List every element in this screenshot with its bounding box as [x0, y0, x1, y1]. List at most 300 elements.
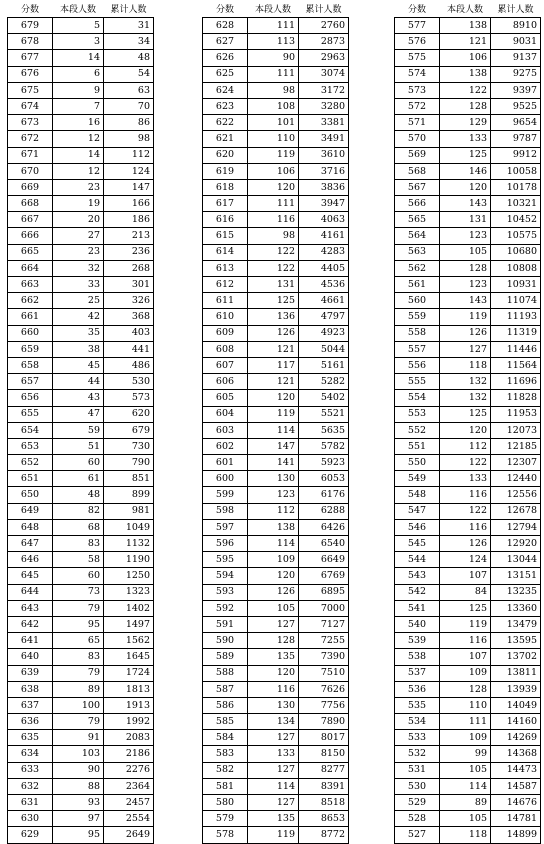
- cumulative-count-cell: 368: [104, 309, 154, 325]
- table-row: [8, 616, 154, 632]
- table-row: [395, 341, 541, 357]
- table-row: [8, 115, 154, 131]
- cumulative-count-cell: 403: [104, 325, 154, 341]
- cumulative-count-cell: 10808: [491, 260, 541, 276]
- score-cell: 587: [203, 681, 248, 697]
- segment-count-cell: 60: [53, 455, 104, 471]
- segment-count-cell: 126: [440, 325, 491, 341]
- score-cell: 566: [395, 196, 440, 212]
- score-cell: 618: [203, 179, 248, 195]
- table-row: [8, 584, 154, 600]
- segment-count-cell: 114: [248, 778, 299, 794]
- cumulative-count-cell: 14049: [491, 697, 541, 713]
- score-cell: 593: [203, 584, 248, 600]
- table-row: [8, 487, 154, 503]
- cumulative-count-cell: 730: [104, 438, 154, 454]
- cumulative-count-cell: 6649: [299, 552, 349, 568]
- score-cell: 591: [203, 616, 248, 632]
- score-cell: 550: [395, 455, 440, 471]
- cumulative-count-cell: 236: [104, 244, 154, 260]
- segment-count-cell: 122: [440, 455, 491, 471]
- segment-count-cell: 35: [53, 325, 104, 341]
- table-row: [203, 503, 349, 519]
- segment-count-cell: 120: [248, 179, 299, 195]
- table-row: [8, 374, 154, 390]
- score-cell: 634: [8, 746, 53, 762]
- score-cell: 604: [203, 406, 248, 422]
- score-cell: 579: [203, 811, 248, 827]
- score-cell: 639: [8, 665, 53, 681]
- segment-count-cell: 51: [53, 438, 104, 454]
- table-row: [203, 600, 349, 616]
- segment-count-cell: 138: [440, 66, 491, 82]
- table-row: [395, 406, 541, 422]
- cumulative-count-cell: 186: [104, 212, 154, 228]
- cumulative-count-cell: 7127: [299, 616, 349, 632]
- score-table-2: [202, 4, 349, 844]
- cumulative-count-cell: 4536: [299, 277, 349, 293]
- cumulative-count-cell: 70: [104, 98, 154, 114]
- segment-count-cell: 23: [53, 179, 104, 195]
- score-cell: 654: [8, 422, 53, 438]
- cumulative-count-cell: 7000: [299, 600, 349, 616]
- score-cell: 544: [395, 552, 440, 568]
- segment-count-cell: 132: [440, 390, 491, 406]
- table-row: [203, 519, 349, 535]
- table-row: [395, 82, 541, 98]
- table-row: [395, 455, 541, 471]
- cumulative-count-cell: 3280: [299, 98, 349, 114]
- cumulative-count-cell: 7890: [299, 714, 349, 730]
- score-cell: 528: [395, 811, 440, 827]
- table-row: [395, 730, 541, 746]
- segment-count-cell: 143: [440, 293, 491, 309]
- table-row: [8, 98, 154, 114]
- segment-count-cell: 97: [53, 811, 104, 827]
- cumulative-count-cell: 9787: [491, 131, 541, 147]
- cumulative-count-cell: 63: [104, 82, 154, 98]
- segment-count-cell: 128: [440, 98, 491, 114]
- table-row: [395, 98, 541, 114]
- score-cell: 651: [8, 471, 53, 487]
- table-row: [395, 584, 541, 600]
- segment-count-cell: 135: [248, 649, 299, 665]
- cumulative-count-cell: 3836: [299, 179, 349, 195]
- cumulative-count-cell: 3716: [299, 163, 349, 179]
- cumulative-count-cell: 8150: [299, 746, 349, 762]
- cumulative-count-cell: 3381: [299, 115, 349, 131]
- segment-count-cell: 120: [440, 179, 491, 195]
- segment-count-cell: 125: [440, 147, 491, 163]
- cumulative-count-cell: 3172: [299, 82, 349, 98]
- segment-count-cell: 38: [53, 341, 104, 357]
- segment-count-cell: 111: [248, 196, 299, 212]
- segment-count-cell: 128: [440, 681, 491, 697]
- table-row: [203, 147, 349, 163]
- score-cell: 547: [395, 503, 440, 519]
- cumulative-count-cell: 6895: [299, 584, 349, 600]
- segment-count-cell: 110: [248, 131, 299, 147]
- cumulative-count-cell: 5402: [299, 390, 349, 406]
- score-cell: 535: [395, 697, 440, 713]
- table-row: [8, 649, 154, 665]
- segment-count-cell: 65: [53, 633, 104, 649]
- table-row: [8, 795, 154, 811]
- table-row: [395, 131, 541, 147]
- cumulative-count-cell: 620: [104, 406, 154, 422]
- cumulative-count-cell: 5782: [299, 438, 349, 454]
- score-cell: 635: [8, 730, 53, 746]
- table-row: [395, 163, 541, 179]
- score-cell: 627: [203, 34, 248, 50]
- table-row: [395, 697, 541, 713]
- cumulative-count-cell: 2963: [299, 50, 349, 66]
- segment-count-cell: 3: [53, 34, 104, 50]
- cumulative-count-cell: 12678: [491, 503, 541, 519]
- score-cell: 582: [203, 762, 248, 778]
- score-table: [7, 4, 154, 844]
- cumulative-count-cell: 11074: [491, 293, 541, 309]
- cumulative-count-cell: 10452: [491, 212, 541, 228]
- header-score: 分数: [203, 4, 248, 18]
- segment-count-cell: 95: [53, 827, 104, 843]
- score-cell: 626: [203, 50, 248, 66]
- segment-count-cell: 109: [440, 665, 491, 681]
- table-row: [203, 115, 349, 131]
- score-cell: 624: [203, 82, 248, 98]
- table-row: [203, 228, 349, 244]
- table-row: [203, 633, 349, 649]
- header-score: 分数: [8, 4, 53, 18]
- segment-count-cell: 12: [53, 131, 104, 147]
- score-cell: 663: [8, 277, 53, 293]
- score-cell: 623: [203, 98, 248, 114]
- segment-count-cell: 120: [440, 422, 491, 438]
- segment-count-cell: 79: [53, 665, 104, 681]
- cumulative-count-cell: 13811: [491, 665, 541, 681]
- table-row: [395, 18, 541, 34]
- table-row: [203, 584, 349, 600]
- cumulative-count-cell: 4405: [299, 260, 349, 276]
- cumulative-count-cell: 31: [104, 18, 154, 34]
- table-row: [395, 778, 541, 794]
- cumulative-count-cell: 2457: [104, 795, 154, 811]
- segment-count-cell: 127: [440, 341, 491, 357]
- table-row: [203, 616, 349, 632]
- table-row: [8, 277, 154, 293]
- cumulative-count-cell: 48: [104, 50, 154, 66]
- score-cell: 606: [203, 374, 248, 390]
- segment-count-cell: 7: [53, 98, 104, 114]
- segment-count-cell: 113: [248, 34, 299, 50]
- cumulative-count-cell: 326: [104, 293, 154, 309]
- segment-count-cell: 126: [248, 325, 299, 341]
- segment-count-cell: 112: [248, 503, 299, 519]
- table-row: [395, 325, 541, 341]
- segment-count-cell: 6: [53, 66, 104, 82]
- segment-count-cell: 105: [440, 811, 491, 827]
- segment-count-cell: 128: [440, 260, 491, 276]
- score-cell: 600: [203, 471, 248, 487]
- table-row: [203, 18, 349, 34]
- cumulative-count-cell: 1813: [104, 681, 154, 697]
- header-segment-count: 本段人数: [248, 4, 299, 18]
- table-row: [203, 455, 349, 471]
- segment-count-cell: 84: [440, 584, 491, 600]
- score-cell: 546: [395, 519, 440, 535]
- cumulative-count-cell: 14676: [491, 795, 541, 811]
- segment-count-cell: 105: [248, 600, 299, 616]
- table-row: [8, 147, 154, 163]
- segment-count-cell: 133: [440, 471, 491, 487]
- score-cell: 667: [8, 212, 53, 228]
- cumulative-count-cell: 13151: [491, 568, 541, 584]
- table-row: [8, 341, 154, 357]
- table-row: [395, 374, 541, 390]
- segment-count-cell: 111: [248, 18, 299, 34]
- score-cell: 549: [395, 471, 440, 487]
- table-row: [395, 244, 541, 260]
- cumulative-count-cell: 11828: [491, 390, 541, 406]
- cumulative-count-cell: 8277: [299, 762, 349, 778]
- table-row: [8, 293, 154, 309]
- score-cell: 617: [203, 196, 248, 212]
- score-cell: 645: [8, 568, 53, 584]
- segment-count-cell: 59: [53, 422, 104, 438]
- segment-count-cell: 5: [53, 18, 104, 34]
- score-cell: 589: [203, 649, 248, 665]
- segment-count-cell: 112: [440, 438, 491, 454]
- cumulative-count-cell: 441: [104, 341, 154, 357]
- cumulative-count-cell: 9137: [491, 50, 541, 66]
- segment-count-cell: 120: [248, 568, 299, 584]
- score-cell: 605: [203, 390, 248, 406]
- score-cell: 536: [395, 681, 440, 697]
- table-row: [8, 422, 154, 438]
- segment-count-cell: 127: [248, 616, 299, 632]
- score-cell: 625: [203, 66, 248, 82]
- table-row: [8, 212, 154, 228]
- cumulative-count-cell: 2276: [104, 762, 154, 778]
- score-cell: 567: [395, 179, 440, 195]
- cumulative-count-cell: 2873: [299, 34, 349, 50]
- cumulative-count-cell: 12185: [491, 438, 541, 454]
- score-cell: 601: [203, 455, 248, 471]
- segment-count-cell: 79: [53, 714, 104, 730]
- table-row: [203, 34, 349, 50]
- segment-count-cell: 111: [248, 66, 299, 82]
- segment-count-cell: 116: [440, 519, 491, 535]
- score-cell: 568: [395, 163, 440, 179]
- score-cell: 614: [203, 244, 248, 260]
- cumulative-count-cell: 9912: [491, 147, 541, 163]
- score-cell: 585: [203, 714, 248, 730]
- score-cell: 649: [8, 503, 53, 519]
- score-cell: 672: [8, 131, 53, 147]
- table-row: [8, 34, 154, 50]
- cumulative-count-cell: 10058: [491, 163, 541, 179]
- cumulative-count-cell: 2760: [299, 18, 349, 34]
- table-row: [8, 50, 154, 66]
- segment-count-cell: 106: [440, 50, 491, 66]
- score-cell: 580: [203, 795, 248, 811]
- segment-count-cell: 134: [248, 714, 299, 730]
- score-cell: 569: [395, 147, 440, 163]
- segment-count-cell: 116: [440, 633, 491, 649]
- score-cell: 533: [395, 730, 440, 746]
- score-cell: 603: [203, 422, 248, 438]
- table-row: [8, 778, 154, 794]
- segment-count-cell: 125: [440, 600, 491, 616]
- segment-count-cell: 116: [440, 487, 491, 503]
- score-cell: 607: [203, 357, 248, 373]
- score-cell: 586: [203, 697, 248, 713]
- segment-count-cell: 99: [440, 746, 491, 762]
- score-cell: 565: [395, 212, 440, 228]
- cumulative-count-cell: 124: [104, 163, 154, 179]
- table-row: [203, 487, 349, 503]
- table-row: [8, 600, 154, 616]
- table-row: [8, 179, 154, 195]
- table-row: [203, 438, 349, 454]
- segment-count-cell: 20: [53, 212, 104, 228]
- score-cell: 659: [8, 341, 53, 357]
- score-cell: 650: [8, 487, 53, 503]
- score-cell: 622: [203, 115, 248, 131]
- score-cell: 662: [8, 293, 53, 309]
- cumulative-count-cell: 9654: [491, 115, 541, 131]
- cumulative-count-cell: 10680: [491, 244, 541, 260]
- cumulative-count-cell: 9397: [491, 82, 541, 98]
- segment-count-cell: 83: [53, 649, 104, 665]
- segment-count-cell: 119: [248, 406, 299, 422]
- segment-count-cell: 117: [248, 357, 299, 373]
- score-cell: 675: [8, 82, 53, 98]
- cumulative-count-cell: 790: [104, 455, 154, 471]
- segment-count-cell: 107: [440, 568, 491, 584]
- score-cell: 590: [203, 633, 248, 649]
- segment-count-cell: 105: [440, 244, 491, 260]
- cumulative-count-cell: 8518: [299, 795, 349, 811]
- score-cell: 643: [8, 600, 53, 616]
- header-segment-count: 本段人数: [53, 4, 104, 18]
- score-cell: 658: [8, 357, 53, 373]
- segment-count-cell: 125: [248, 293, 299, 309]
- score-cell: 671: [8, 147, 53, 163]
- segment-count-cell: 146: [440, 163, 491, 179]
- score-cell: 629: [8, 827, 53, 843]
- segment-count-cell: 88: [53, 778, 104, 794]
- segment-count-cell: 23: [53, 244, 104, 260]
- score-cell: 641: [8, 633, 53, 649]
- table-row: [203, 163, 349, 179]
- cumulative-count-cell: 12794: [491, 519, 541, 535]
- segment-count-cell: 119: [440, 616, 491, 632]
- segment-count-cell: 98: [248, 82, 299, 98]
- score-cell: 545: [395, 536, 440, 552]
- table-row: [395, 536, 541, 552]
- table-row: [203, 795, 349, 811]
- cumulative-count-cell: 14473: [491, 762, 541, 778]
- table-row: [203, 179, 349, 195]
- cumulative-count-cell: 9031: [491, 34, 541, 50]
- segment-count-cell: 110: [440, 697, 491, 713]
- table-row: [8, 406, 154, 422]
- header-cumulative-count: 累计人数: [491, 4, 541, 18]
- table-row: [395, 552, 541, 568]
- table-row: [203, 406, 349, 422]
- segment-count-cell: 105: [440, 762, 491, 778]
- score-cell: 631: [8, 795, 53, 811]
- segment-count-cell: 116: [248, 681, 299, 697]
- segment-count-cell: 125: [440, 406, 491, 422]
- table-row: [395, 665, 541, 681]
- cumulative-count-cell: 7255: [299, 633, 349, 649]
- cumulative-count-cell: 147: [104, 179, 154, 195]
- table-row: [203, 50, 349, 66]
- cumulative-count-cell: 98: [104, 131, 154, 147]
- cumulative-count-cell: 2364: [104, 778, 154, 794]
- cumulative-count-cell: 13595: [491, 633, 541, 649]
- cumulative-count-cell: 13235: [491, 584, 541, 600]
- segment-count-cell: 79: [53, 600, 104, 616]
- header-row: [203, 4, 349, 18]
- segment-count-cell: 89: [53, 681, 104, 697]
- cumulative-count-cell: 14269: [491, 730, 541, 746]
- score-cell: 616: [203, 212, 248, 228]
- score-cell: 572: [395, 98, 440, 114]
- table-row: [203, 260, 349, 276]
- segment-count-cell: 44: [53, 374, 104, 390]
- cumulative-count-cell: 301: [104, 277, 154, 293]
- table-row: [8, 714, 154, 730]
- cumulative-count-cell: 10178: [491, 179, 541, 195]
- segment-count-cell: 43: [53, 390, 104, 406]
- score-cell: 609: [203, 325, 248, 341]
- table-row: [395, 309, 541, 325]
- segment-count-cell: 121: [248, 374, 299, 390]
- table-row: [203, 714, 349, 730]
- table-row: [8, 536, 154, 552]
- score-cell: 575: [395, 50, 440, 66]
- cumulative-count-cell: 7510: [299, 665, 349, 681]
- table-row: [395, 357, 541, 373]
- score-cell: 599: [203, 487, 248, 503]
- score-cell: 679: [8, 18, 53, 34]
- segment-count-cell: 114: [440, 778, 491, 794]
- cumulative-count-cell: 12440: [491, 471, 541, 487]
- cumulative-count-cell: 213: [104, 228, 154, 244]
- segment-count-cell: 47: [53, 406, 104, 422]
- score-cell: 642: [8, 616, 53, 632]
- cumulative-count-cell: 13044: [491, 552, 541, 568]
- cumulative-count-cell: 851: [104, 471, 154, 487]
- score-cell: 530: [395, 778, 440, 794]
- score-cell: 594: [203, 568, 248, 584]
- cumulative-count-cell: 11696: [491, 374, 541, 390]
- table-row: [203, 196, 349, 212]
- cumulative-count-cell: 6288: [299, 503, 349, 519]
- cumulative-count-cell: 8653: [299, 811, 349, 827]
- score-cell: 561: [395, 277, 440, 293]
- cumulative-count-cell: 1497: [104, 616, 154, 632]
- score-cell: 564: [395, 228, 440, 244]
- cumulative-count-cell: 5635: [299, 422, 349, 438]
- cumulative-count-cell: 6053: [299, 471, 349, 487]
- cumulative-count-cell: 6176: [299, 487, 349, 503]
- cumulative-count-cell: 5923: [299, 455, 349, 471]
- cumulative-count-cell: 530: [104, 374, 154, 390]
